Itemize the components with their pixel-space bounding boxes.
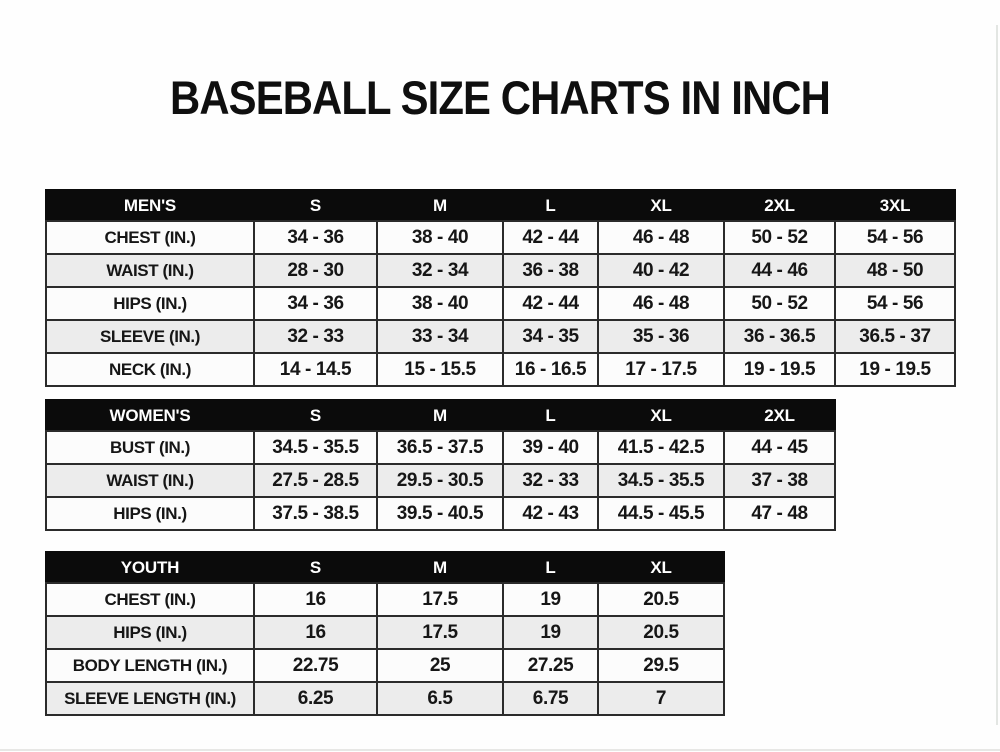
youth-table-row — [46, 583, 724, 616]
womens-size-table — [45, 399, 836, 531]
mens-value-cell: 42 - 44 — [503, 221, 598, 254]
youth-header-cell-size: L — [503, 552, 598, 583]
youth-value-cell: 17.5 — [377, 616, 503, 649]
mens-value-cell: 32 - 34 — [377, 254, 503, 287]
mens-value-cell: 54 - 56 — [835, 287, 955, 320]
youth-value-cell: 27.25 — [503, 649, 598, 682]
mens-row-label: SLEEVE (IN.) — [46, 320, 254, 353]
mens-row-label: NECK (IN.) — [46, 353, 254, 386]
womens-row-label: HIPS (IN.) — [46, 497, 254, 530]
mens-header-cell-size: 2XL — [724, 190, 835, 221]
youth-header-cell-size: M — [377, 552, 503, 583]
youth-row-label: CHEST (IN.) — [46, 583, 254, 616]
womens-header-cell-size: M — [377, 400, 503, 431]
mens-value-cell: 17 - 17.5 — [598, 353, 724, 386]
mens-table-row — [46, 320, 955, 353]
mens-value-cell: 34 - 36 — [254, 287, 377, 320]
mens-row-label: CHEST (IN.) — [46, 221, 254, 254]
youth-value-cell: 25 — [377, 649, 503, 682]
mens-header-cell-size: L — [503, 190, 598, 221]
youth-value-cell: 19 — [503, 583, 598, 616]
womens-value-cell: 29.5 - 30.5 — [377, 464, 503, 497]
womens-value-cell: 41.5 - 42.5 — [598, 431, 724, 464]
youth-header-row — [46, 552, 724, 583]
mens-value-cell: 36 - 38 — [503, 254, 598, 287]
womens-row-label: WAIST (IN.) — [46, 464, 254, 497]
mens-value-cell: 32 - 33 — [254, 320, 377, 353]
mens-table-row — [46, 254, 955, 287]
mens-value-cell: 50 - 52 — [724, 221, 835, 254]
mens-value-cell: 15 - 15.5 — [377, 353, 503, 386]
youth-value-cell: 17.5 — [377, 583, 503, 616]
mens-value-cell: 44 - 46 — [724, 254, 835, 287]
womens-table-row — [46, 431, 835, 464]
mens-header-row — [46, 190, 955, 221]
mens-table-row — [46, 221, 955, 254]
womens-header-cell-size: S — [254, 400, 377, 431]
womens-value-cell: 34.5 - 35.5 — [598, 464, 724, 497]
womens-value-cell: 44 - 45 — [724, 431, 835, 464]
mens-value-cell: 36.5 - 37 — [835, 320, 955, 353]
youth-value-cell: 16 — [254, 583, 377, 616]
youth-size-table — [45, 551, 725, 716]
womens-value-cell: 36.5 - 37.5 — [377, 431, 503, 464]
youth-value-cell: 16 — [254, 616, 377, 649]
youth-value-cell: 20.5 — [598, 583, 724, 616]
womens-value-cell: 39 - 40 — [503, 431, 598, 464]
womens-header-cell-size: XL — [598, 400, 724, 431]
youth-header-cell-size: S — [254, 552, 377, 583]
youth-row-label: HIPS (IN.) — [46, 616, 254, 649]
womens-value-cell: 34.5 - 35.5 — [254, 431, 377, 464]
womens-value-cell: 37.5 - 38.5 — [254, 497, 377, 530]
mens-value-cell: 38 - 40 — [377, 221, 503, 254]
mens-size-table — [45, 189, 956, 387]
youth-value-cell: 6.75 — [503, 682, 598, 715]
page-title: BASEBALL SIZE CHARTS IN INCH — [170, 71, 830, 124]
mens-value-cell: 36 - 36.5 — [724, 320, 835, 353]
youth-table-row — [46, 649, 724, 682]
youth-value-cell: 7 — [598, 682, 724, 715]
mens-header-cell-group: MEN'S — [46, 190, 254, 221]
mens-value-cell: 14 - 14.5 — [254, 353, 377, 386]
youth-table-row — [46, 616, 724, 649]
youth-value-cell: 6.25 — [254, 682, 377, 715]
mens-header-cell-size: M — [377, 190, 503, 221]
womens-value-cell: 32 - 33 — [503, 464, 598, 497]
mens-value-cell: 19 - 19.5 — [724, 353, 835, 386]
youth-row-label: SLEEVE LENGTH (IN.) — [46, 682, 254, 715]
youth-value-cell: 19 — [503, 616, 598, 649]
youth-value-cell: 22.75 — [254, 649, 377, 682]
womens-header-cell-group: WOMEN'S — [46, 400, 254, 431]
mens-value-cell: 42 - 44 — [503, 287, 598, 320]
youth-header-cell-size: XL — [598, 552, 724, 583]
womens-header-cell-size: 2XL — [724, 400, 835, 431]
womens-value-cell: 42 - 43 — [503, 497, 598, 530]
mens-value-cell: 38 - 40 — [377, 287, 503, 320]
mens-header-cell-size: S — [254, 190, 377, 221]
youth-value-cell: 29.5 — [598, 649, 724, 682]
youth-table-row — [46, 682, 724, 715]
womens-value-cell: 39.5 - 40.5 — [377, 497, 503, 530]
youth-header-cell-group: YOUTH — [46, 552, 254, 583]
womens-header-row — [46, 400, 835, 431]
mens-value-cell: 54 - 56 — [835, 221, 955, 254]
mens-value-cell: 34 - 35 — [503, 320, 598, 353]
mens-row-label: HIPS (IN.) — [46, 287, 254, 320]
womens-header-cell-size: L — [503, 400, 598, 431]
womens-value-cell: 47 - 48 — [724, 497, 835, 530]
youth-value-cell: 6.5 — [377, 682, 503, 715]
womens-table-row — [46, 464, 835, 497]
womens-row-label: BUST (IN.) — [46, 431, 254, 464]
youth-value-cell: 20.5 — [598, 616, 724, 649]
mens-value-cell: 16 - 16.5 — [503, 353, 598, 386]
womens-value-cell: 44.5 - 45.5 — [598, 497, 724, 530]
mens-header-cell-size: XL — [598, 190, 724, 221]
mens-row-label: WAIST (IN.) — [46, 254, 254, 287]
womens-value-cell: 27.5 - 28.5 — [254, 464, 377, 497]
mens-value-cell: 46 - 48 — [598, 287, 724, 320]
mens-value-cell: 19 - 19.5 — [835, 353, 955, 386]
mens-table-row — [46, 287, 955, 320]
mens-header-cell-size: 3XL — [835, 190, 955, 221]
mens-table-row — [46, 353, 955, 386]
womens-table-row — [46, 497, 835, 530]
mens-value-cell: 34 - 36 — [254, 221, 377, 254]
mens-value-cell: 40 - 42 — [598, 254, 724, 287]
womens-value-cell: 37 - 38 — [724, 464, 835, 497]
mens-value-cell: 35 - 36 — [598, 320, 724, 353]
mens-value-cell: 48 - 50 — [835, 254, 955, 287]
scan-edge-bottom-artifact — [0, 749, 1000, 751]
mens-value-cell: 50 - 52 — [724, 287, 835, 320]
youth-row-label: BODY LENGTH (IN.) — [46, 649, 254, 682]
mens-value-cell: 28 - 30 — [254, 254, 377, 287]
scan-edge-right-artifact — [996, 25, 998, 725]
mens-value-cell: 33 - 34 — [377, 320, 503, 353]
mens-value-cell: 46 - 48 — [598, 221, 724, 254]
